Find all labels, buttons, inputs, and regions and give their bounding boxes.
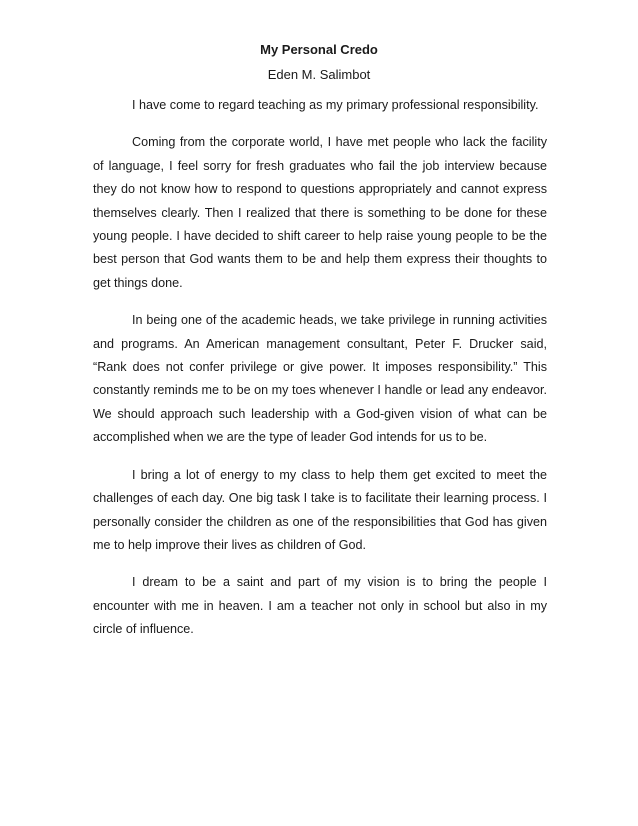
document-title: My Personal Credo (260, 42, 378, 57)
author-name: Eden M. Salimbot (267, 67, 371, 82)
paragraph-vision: I dream to be a saint and part of my vision is to bring the people I encounter with me in heaven. I am a teacher not only in school but also in my circle of influence. (93, 575, 547, 637)
paragraph-energy: I bring a lot of energy to my class to help them get excited to meet the challenges of each day. One big task I take is to facilitate their learning process. I personally consider the children as one of the responsibilities that God has given me to help improve their lives as children of God. (93, 467, 547, 552)
paragraph-academic-heads: In being one of the academic heads, we take privilege in running activities and programs. An American management consultant, Peter F. Drucker said, “Rank does not confer privilege or give power. It imposes responsibility.” This constantly reminds me to be on my toes whenever I handle or lead any endeavor. We should approach such leadership with a God-given vision of what can be accomplished when we are the type of leader God intends for us to be. (93, 313, 547, 445)
paragraph-corporate-world: Coming from the corporate world, I have met people who lack the facility of language, I feel sorry for fresh graduates who fail the job interview because they do not know how to respond to questions appropriately and cannot express themselves clearly. Then I realized that there is something to be done for these young people. I have decided to shift career to help raise young people to be the best person that God wants them to be and help them express their thoughts to get things done. (93, 135, 547, 290)
document-body (93, 94, 547, 642)
paragraph-intro: I have come to regard teaching as my primary professional responsibility. (132, 98, 539, 112)
